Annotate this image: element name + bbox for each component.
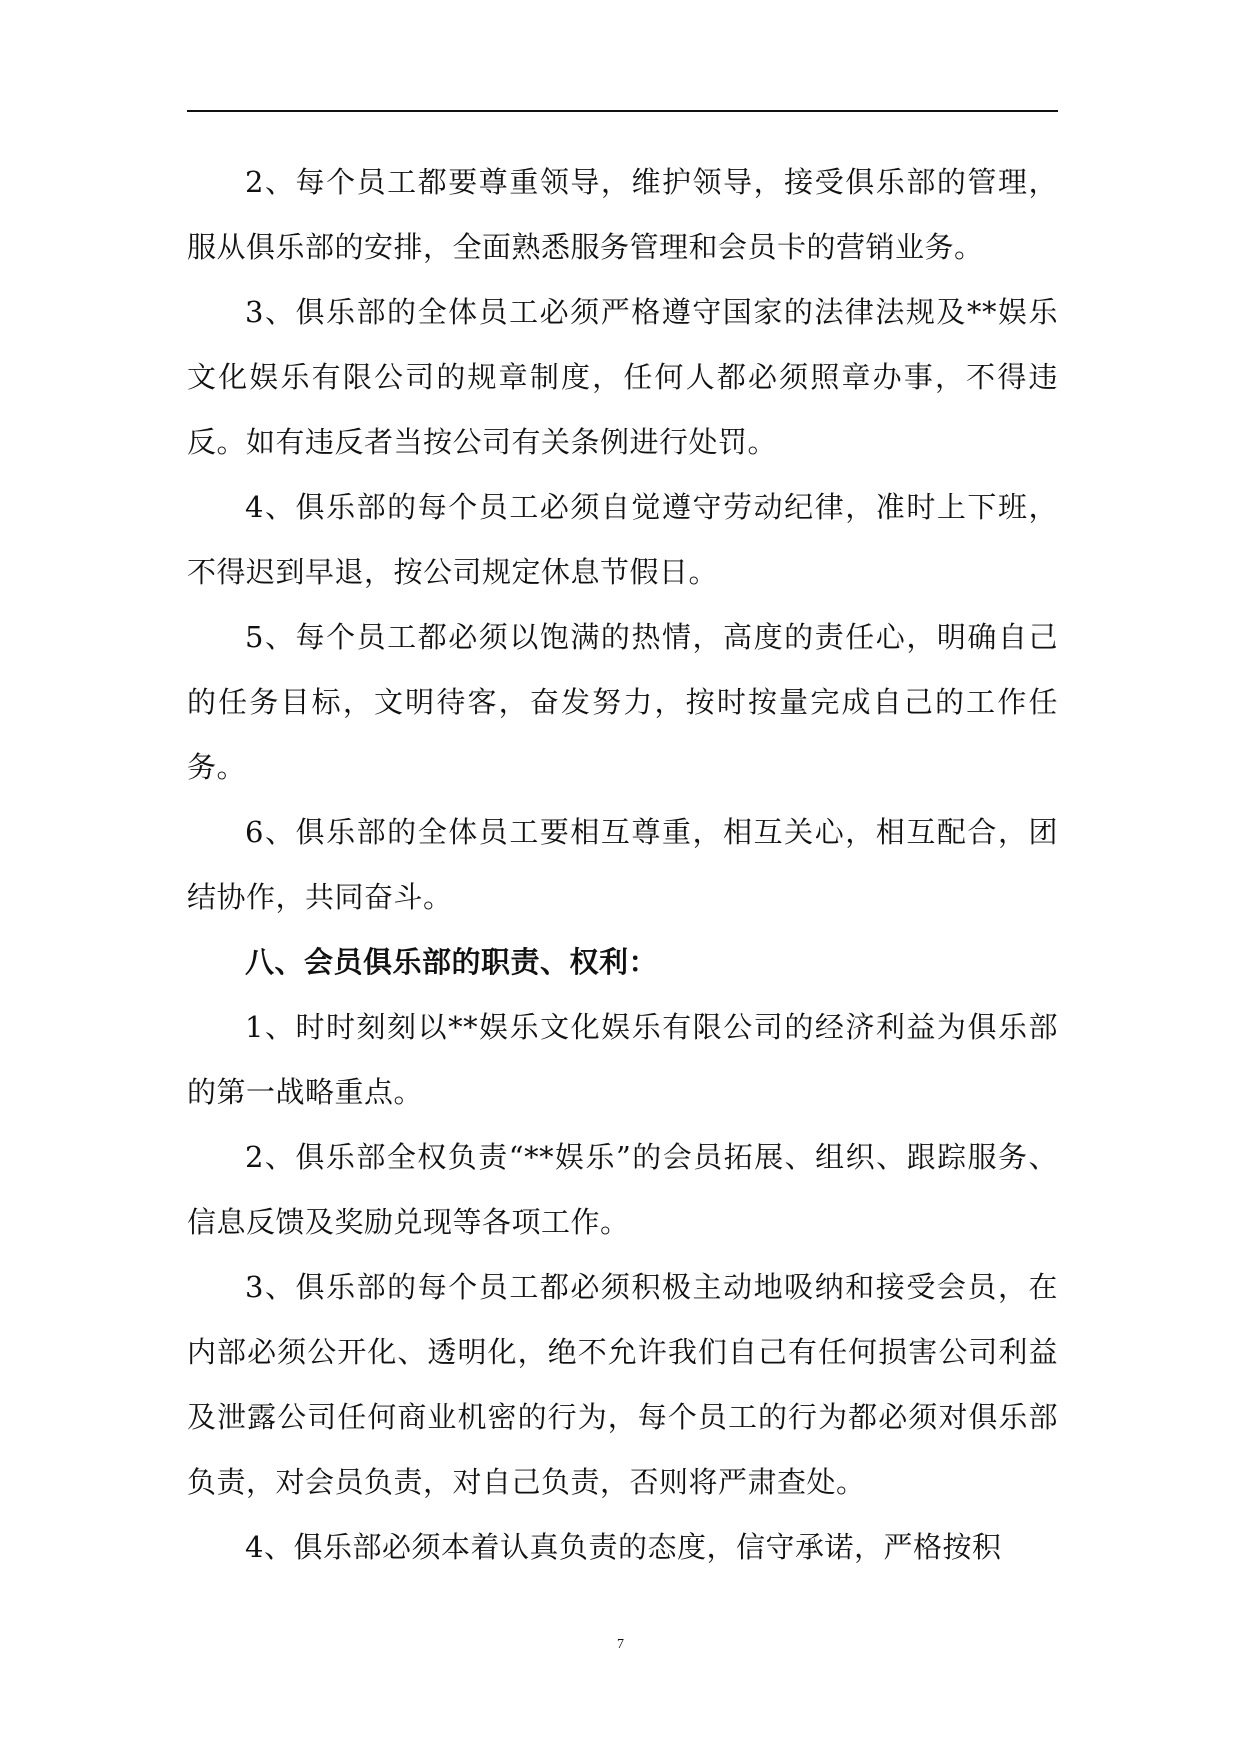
paragraph-item-4: 4、俱乐部的每个员工必须自觉遵守劳动纪律，准时上下班，不得迟到早退，按公司规定休息节假日。 [187, 490, 1058, 589]
duty-item-4: 4、俱乐部必须本着认真负责的态度，信守承诺，严格按积 [245, 1530, 1002, 1564]
paragraph-item-3: 3、俱乐部的全体员工必须严格遵守国家的法律法规及**娱乐文化娱乐有限公司的规章制度，任何人都必须照章办事，不得违反。如有违反者当按公司有关条例进行处罚。 [187, 295, 1058, 459]
page-number: 7 [617, 1637, 624, 1652]
paragraph-item-2: 2、每个员工都要尊重领导，维护领导，接受俱乐部的管理，服从俱乐部的安排，全面熟悉服务管理和会员卡的营销业务。 [187, 165, 1058, 264]
body-text [187, 150, 1058, 1580]
header-rule [187, 110, 1058, 112]
paragraph-item-6: 6、俱乐部的全体员工要相互尊重，相互关心，相互配合，团结协作，共同奋斗。 [187, 815, 1058, 914]
duty-item-3: 3、俱乐部的每个员工都必须积极主动地吸纳和接受会员，在内部必须公开化、透明化，绝不允许我们自己有任何损害公司利益及泄露公司任何商业机密的行为，每个员工的行为都必须对俱乐部负责，对会员负责，对自己负责，否则将严肃查处。 [187, 1270, 1058, 1499]
paragraph-item-5: 5、每个员工都必须以饱满的热情，高度的责任心，明确自己的任务目标，文明待客，奋发努力，按时按量完成自己的工作任务。 [187, 620, 1058, 784]
duty-item-1: 1、时时刻刻以**娱乐文化娱乐有限公司的经济利益为俱乐部的第一战略重点。 [187, 1010, 1058, 1109]
section-heading: 八、会员俱乐部的职责、权利： [245, 945, 659, 979]
duty-item-2: 2、俱乐部全权负责“**娱乐”的会员拓展、组织、跟踪服务、信息反馈及奖励兑现等各项工作。 [187, 1140, 1058, 1239]
